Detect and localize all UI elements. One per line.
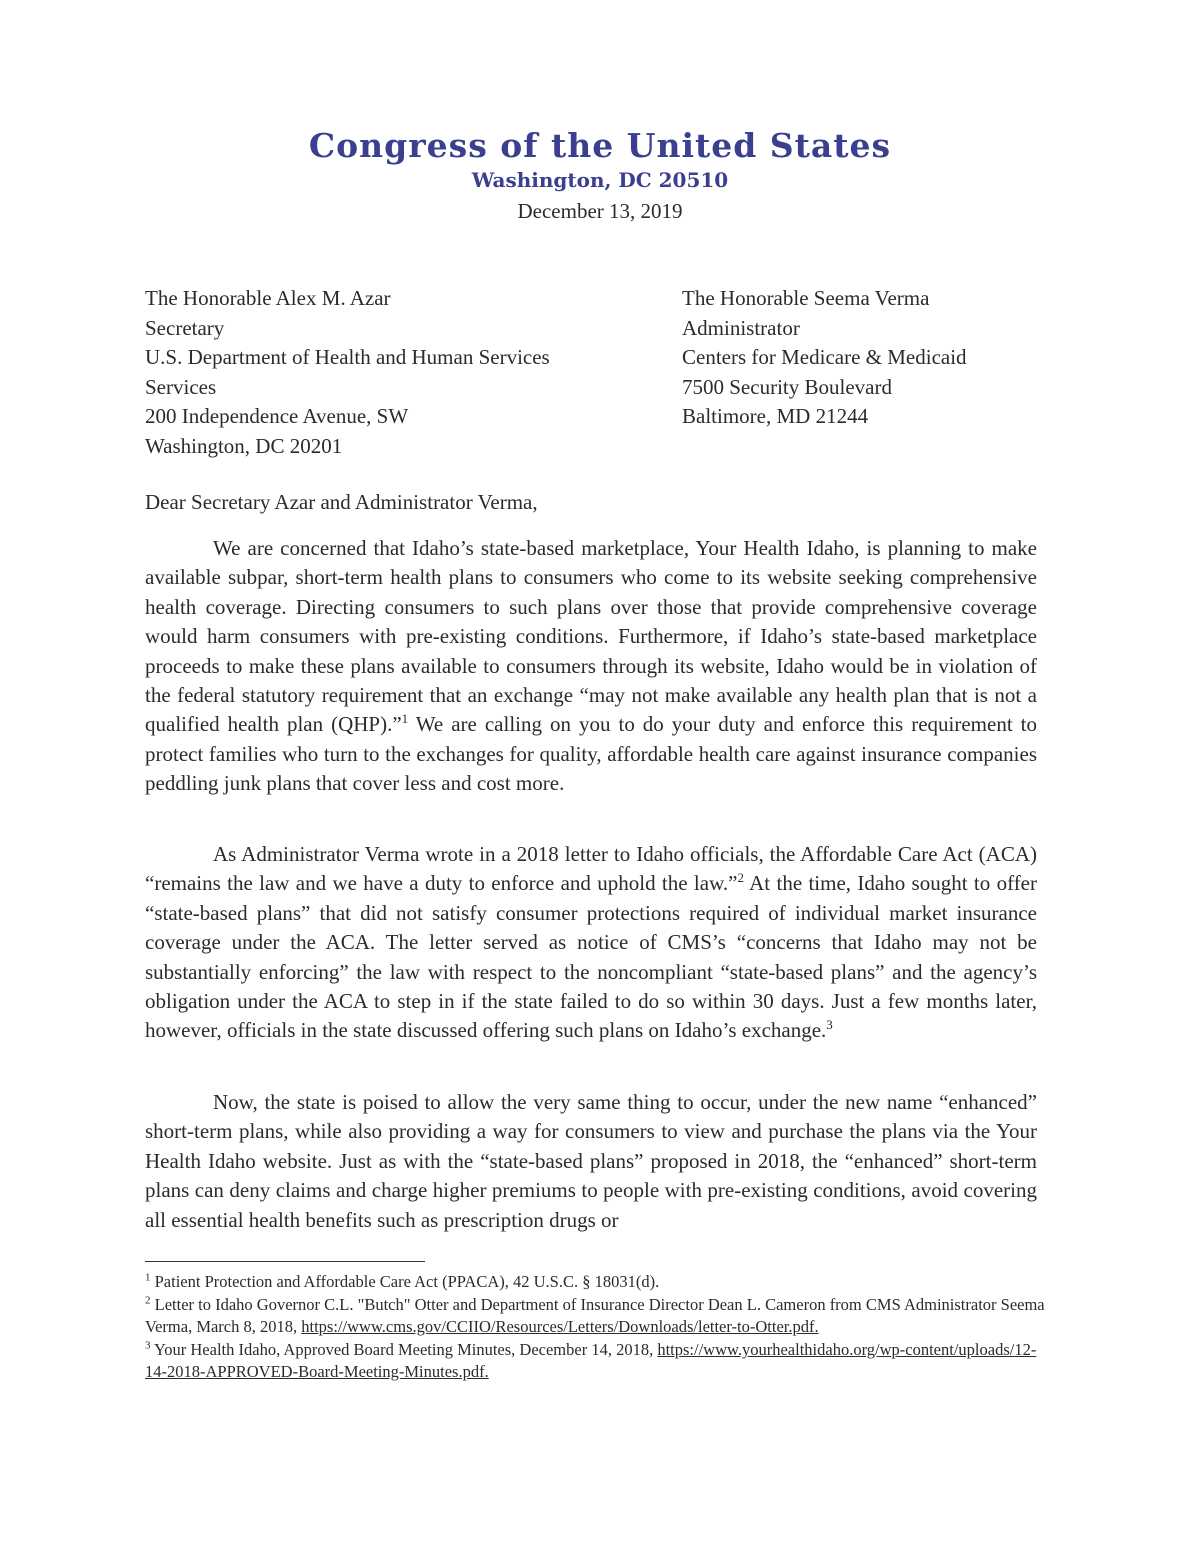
address-line: The Honorable Alex M. Azar — [145, 286, 391, 310]
salutation: Dear Secretary Azar and Administrator Verma, — [145, 490, 538, 514]
footnote-link[interactable]: https://www.cms.gov/CCIIO/Resources/Letters/Downloads/letter-to-Otter.pdf. — [301, 1317, 819, 1336]
address-line: The Honorable Seema Verma — [682, 286, 930, 310]
body-paragraph-2 — [145, 840, 1037, 1046]
paragraph-text: We are calling on you to do your duty and enforce this requirement to protect families who turn to the exchanges for quality, affordable health care against insurance companies peddling junk plans that cover less and cost more. — [145, 712, 1037, 796]
body-paragraph-3 — [145, 1088, 1037, 1235]
footnote-ref: 2 — [737, 870, 744, 886]
footnote-2 — [145, 1294, 1055, 1338]
footnote-text: Patient Protection and Affordable Care Act (PPACA), 42 U.S.C. § 18031(d). — [150, 1272, 660, 1291]
address-line: Secretary — [145, 315, 225, 340]
footnote-link[interactable]: https://www.yourhealthidaho.org/wp-content/uploads/12-14-2018-APPROVED-Board-Meeting-Minutes.pdf. — [145, 1340, 1037, 1381]
footnotes — [145, 1271, 1055, 1384]
footnote-number: 1 — [145, 1271, 151, 1284]
footnote-text: Letter to Idaho Governor C.L. "Butch" Otter and Department of Insurance Director Dean L. Cameron from CMS Administrator Seema Verma, March 8, 2018, — [145, 1295, 1045, 1336]
paragraph-text: At the time, Idaho sought to offer “state-based plans” that did not satisfy consumer protections required of individual market insurance coverage under the ACA. The letter served as notice of CMS’s “concerns that Idaho may not be substantially enforcing” the law with respect to the noncompliant “state-based plans” and the agency’s obligation under the ACA to step in if the state failed to do so within 30 days. Just a few months later, however, officials in the state discussed offering such plans on Idaho’s exchange. — [145, 871, 1037, 1043]
body-paragraph-1 — [145, 534, 1037, 799]
letterhead — [0, 128, 1200, 224]
footnote-ref: 1 — [401, 711, 409, 727]
recipient-address-right — [682, 284, 967, 432]
letterhead-title: Congress of the United States — [308, 126, 892, 165]
address-line: Centers for Medicare & Medicaid — [682, 345, 967, 370]
footnote-text: Your Health Idaho, Approved Board Meeting Minutes, December 14, 2018, — [150, 1340, 658, 1359]
footnote-3 — [145, 1339, 1055, 1383]
footnote-number: 3 — [145, 1339, 151, 1352]
address-line: Baltimore, MD 21244 — [682, 404, 869, 429]
footnote-1 — [145, 1271, 1055, 1293]
address-line: 200 Independence Avenue, SW — [145, 404, 409, 429]
address-line: Services — [145, 374, 217, 399]
address-line: Washington, DC 20201 — [145, 433, 343, 458]
footnote-divider — [145, 1261, 425, 1262]
paragraph-text: We are concerned that Idaho’s state-based marketplace, Your Health Idaho, is planning to make available subpar, short-term health plans to consumers who come to its website seeking comprehensive health coverage. Directing consumers to such plans over those that provide comprehensive coverage would harm consumers with pre-existing conditions. Furthermore, if Idaho’s state-based marketplace proceeds to make these plans available to consumers through its website, Idaho would be in violation of the federal statutory requirement that an exchange “may not make available any health plan that is not a qualified health plan (QHP).” — [145, 536, 1037, 737]
letterhead-city: Washington, DC 20510 — [471, 168, 729, 192]
paragraph-text: As Administrator Verma wrote in a 2018 letter to Idaho officials, the Affordable Care Act (ACA) “remains the law and we have a duty to enforce and uphold the law.” — [145, 842, 1037, 896]
letter-date: December 13, 2019 — [517, 199, 683, 223]
recipient-address-left — [145, 284, 550, 462]
address-line: Administrator — [682, 315, 800, 340]
address-line: U.S. Department of Health and Human Services — [145, 345, 550, 370]
footnote-number: 2 — [145, 1294, 151, 1307]
paragraph-text: Now, the state is poised to allow the very same thing to occur, under the new name “enhanced” short-term plans, while also providing a way for consumers to view and purchase the plans via the Your Health Idaho website. Just as with the “state-based plans” proposed in 2018, the “enhanced” short-term plans can deny claims and charge higher premiums to people with pre-existing conditions, avoid covering all essential health benefits such as prescription drugs or — [145, 1090, 1037, 1232]
footnote-ref: 3 — [826, 1017, 833, 1033]
address-line: 7500 Security Boulevard — [682, 374, 892, 399]
